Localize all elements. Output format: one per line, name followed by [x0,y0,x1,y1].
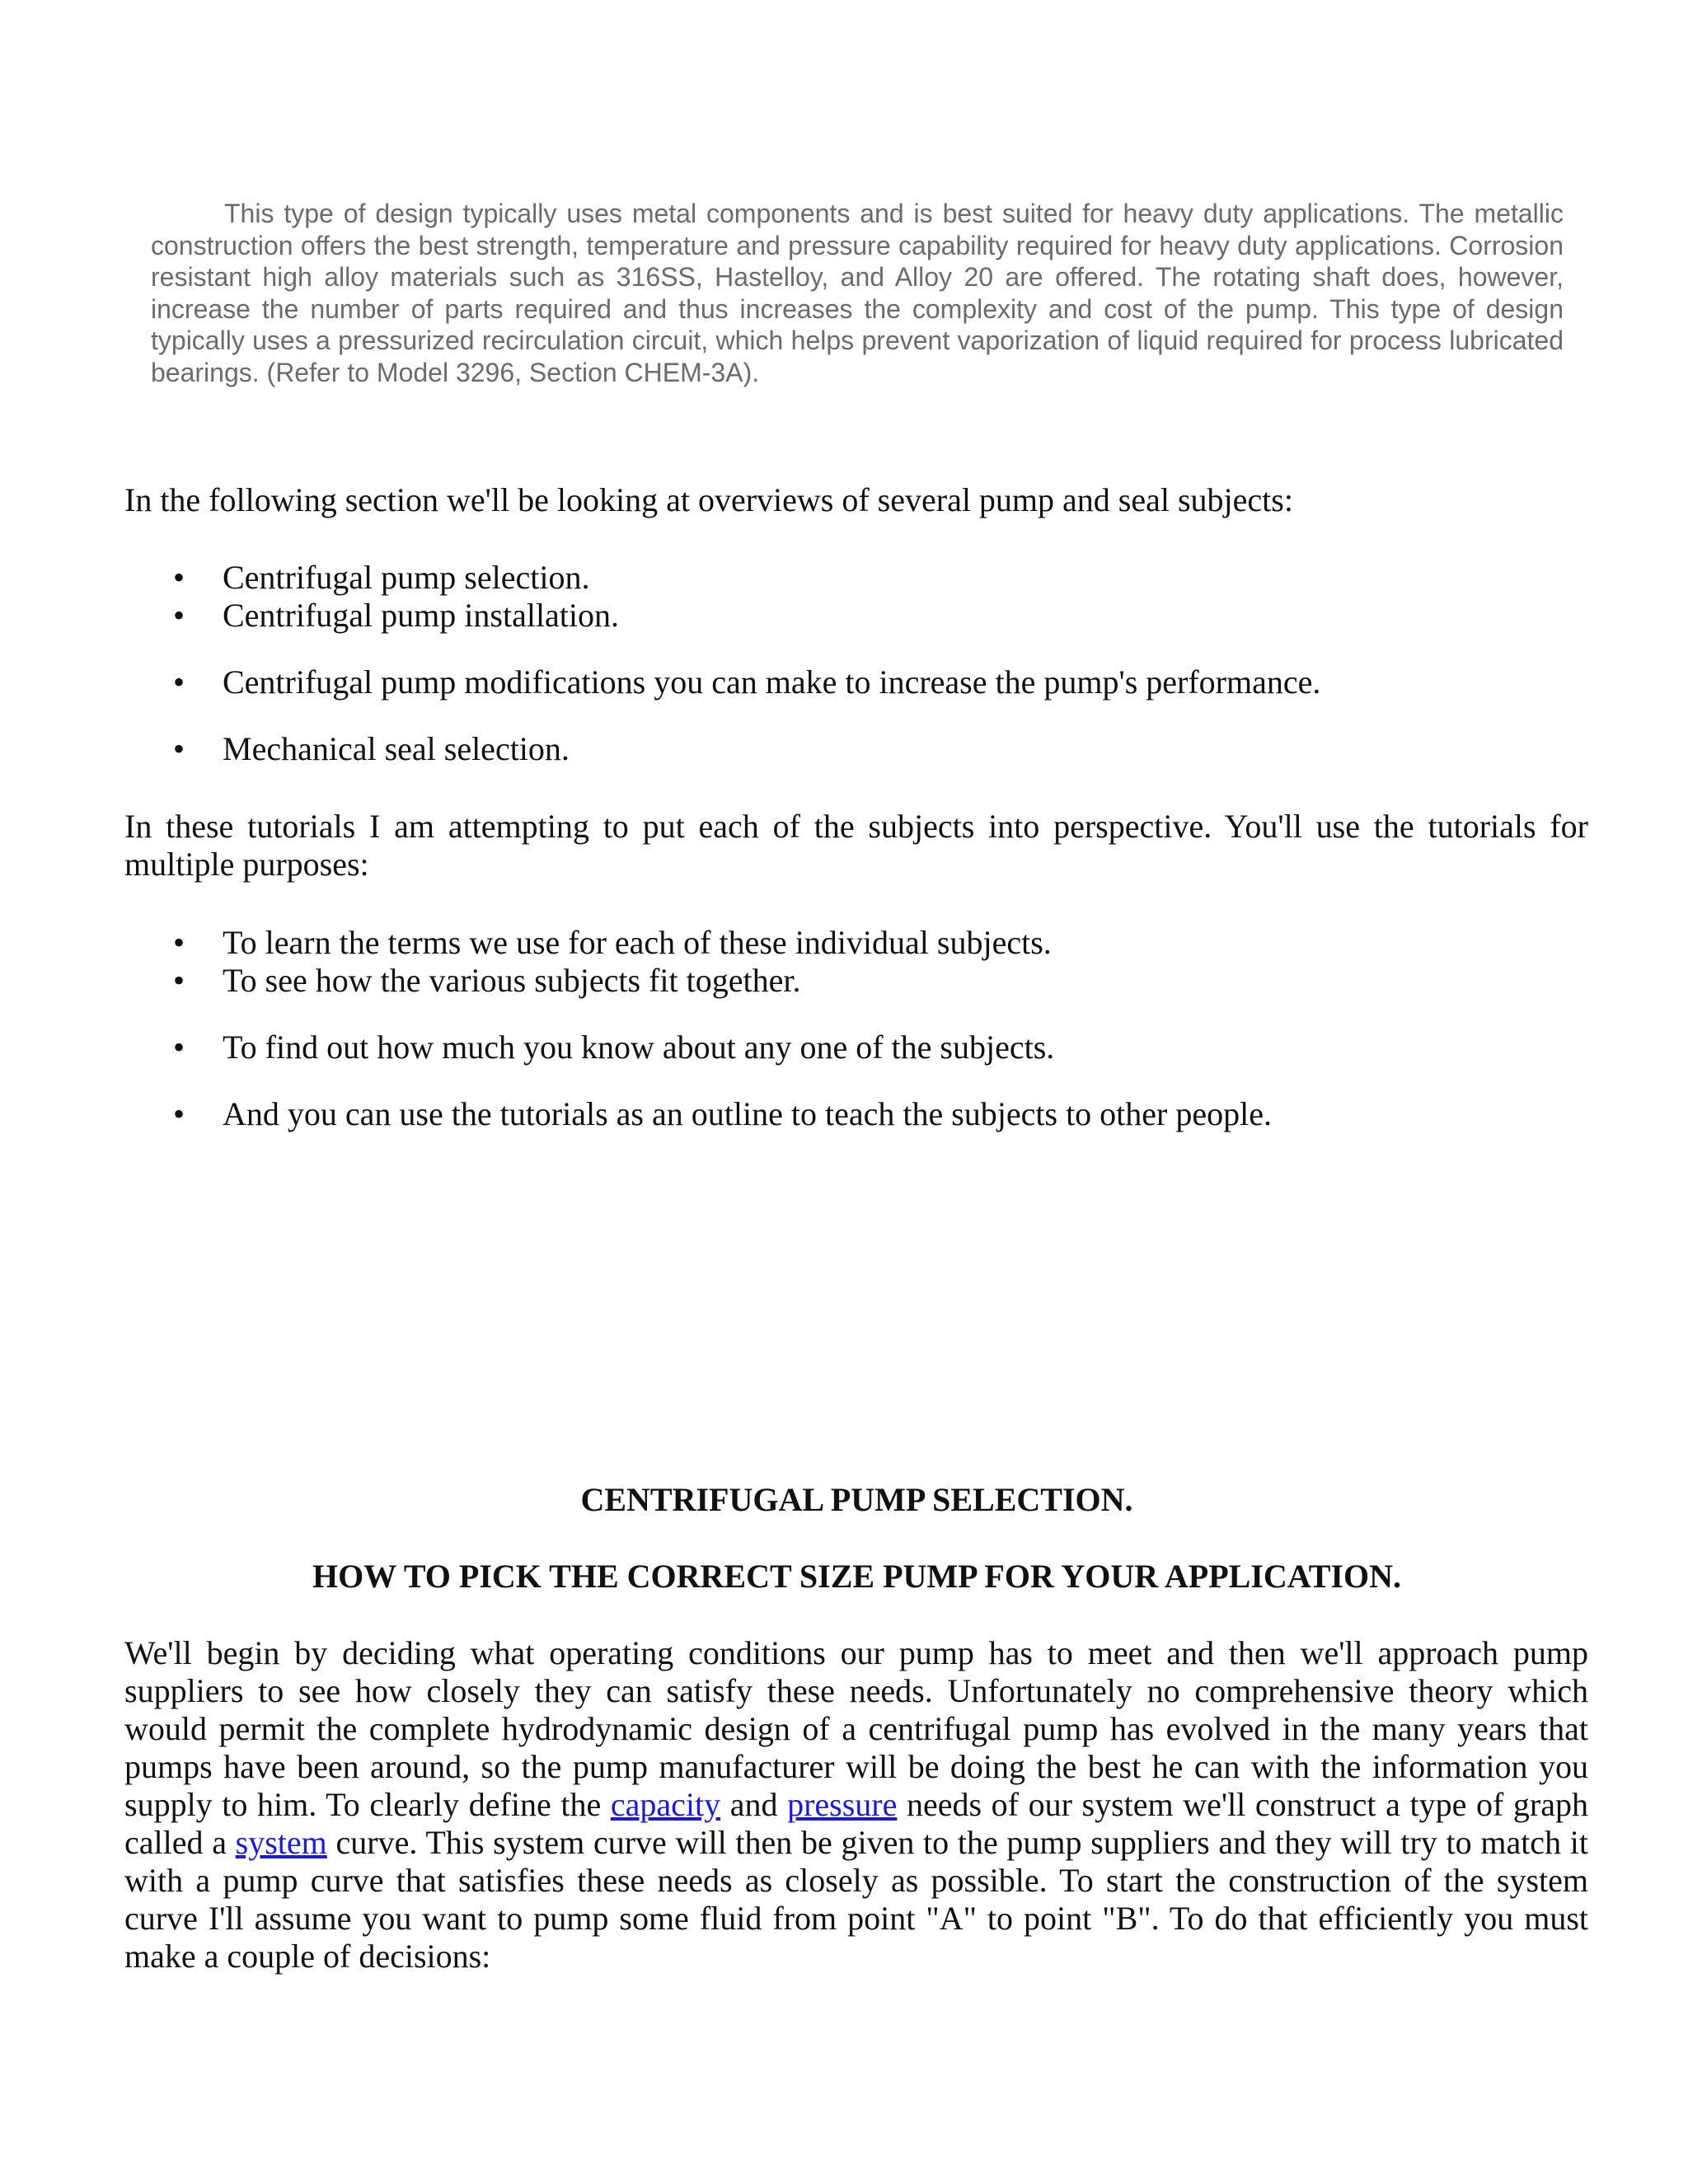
bullet-icon: • [173,1029,185,1066]
bullet-icon: • [173,663,185,701]
list-item [173,559,590,597]
list-item [173,1029,1055,1066]
bullet-icon: • [173,924,185,961]
list-item [173,597,620,635]
list-item-text: Mechanical seal selection. [223,730,570,767]
section-subtitle: HOW TO PICK THE CORRECT SIZE PUMP FOR YOUR APPLICATION. [312,1558,1401,1595]
list-item-text: To see how the various subjects fit together. [223,962,801,999]
body-text: needs of our system we'll construct a type of graph called a [124,1786,1588,1861]
pressure-link[interactable]: pressure [787,1786,898,1823]
bullet-icon: • [173,597,185,634]
body-text: curve. This system curve will then be given to the pump suppliers and they will try to match it with a pump curve that satisfies these needs as closely as possible. To start the construction of the system curve I'll assume you want to pump some fluid from point "A" to point "B". To do that efficiently you must make a couple of decisions: [124,1824,1588,1975]
list-item [173,730,570,768]
bullet-icon: • [173,559,185,596]
bullet-icon: • [173,962,185,999]
bullet-icon: • [173,1095,185,1132]
list-item [173,1095,1272,1133]
body-text: We'll begin by deciding what operating conditions our pump has to meet and then we'll approach pump suppliers to see how closely they can satisfy these needs. Unfortunately no comprehensive theory which would permit the complete hydrodynamic design of a centrifugal pump has evolved in the many years that pumps have been around, so the pump manufacturer will be doing the best he can with the information you supply to him. To clearly define the [124,1634,1588,1823]
capacity-link[interactable]: capacity [610,1786,721,1823]
list-item [173,663,1321,701]
overview-lead: In the following section we'll be looking at overviews of several pump and seal subjects: [124,481,1293,518]
list-item-text: Centrifugal pump installation. [223,597,620,634]
list-item-text: Centrifugal pump selection. [223,559,590,596]
intro-paragraph: This type of design typically uses metal components and is best suited for heavy duty applications. The metallic construction offers the best strength, temperature and pressure capability required for heavy duty applications. Corrosion resistant high alloy materials such as 316SS, Hastelloy, and Alloy 20 are offered. The rotating shaft does, however, increase the number of parts required and thus increases the complexity and cost of the pump. This type of design typically uses a pressurized recirculation circuit, which helps prevent vaporization of liquid required for process lubricated bearings. (Refer to Model 3296, Section CHEM-3A). [151,199,1564,387]
list-item-text: To learn the terms we use for each of these individual subjects. [223,924,1052,961]
selection-body-paragraph [124,1634,1588,1975]
bullet-icon: • [173,730,185,767]
list-item-text: And you can use the tutorials as an outline to teach the subjects to other people. [223,1095,1272,1132]
list-item-text: Centrifugal pump modifications you can make to increase the pump's performance. [223,663,1321,701]
list-item [173,962,801,1000]
list-item-text: To find out how much you know about any one of the subjects. [223,1029,1055,1066]
list-item [173,924,1052,962]
system-link[interactable]: system [235,1824,327,1861]
tutorials-lead: In these tutorials I am attempting to put each of the subjects into perspective. You'll use the tutorials for multiple purposes: [124,808,1588,883]
body-text: and [720,1786,788,1823]
section-title: CENTRIFUGAL PUMP SELECTION. [580,1481,1133,1518]
